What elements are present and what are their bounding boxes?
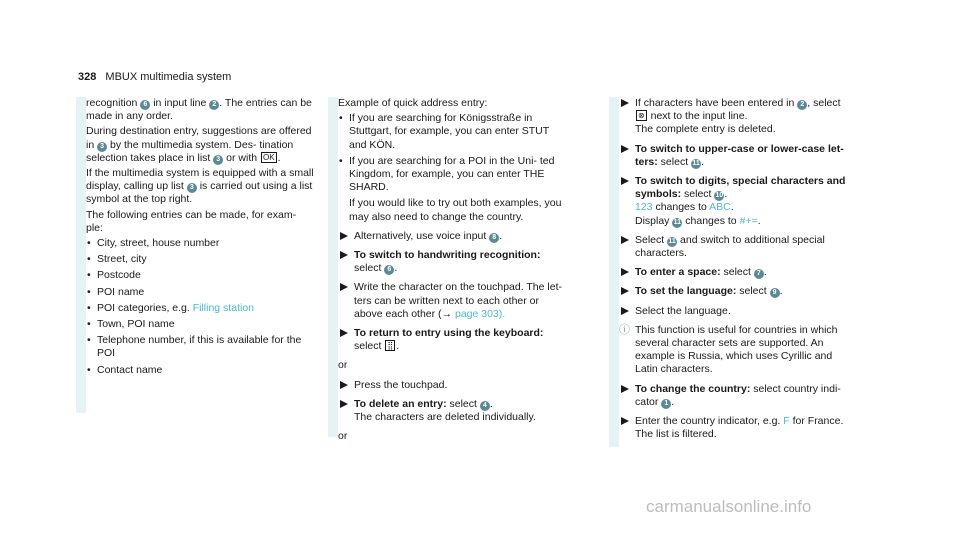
callout-number: 2: [209, 100, 219, 110]
arrow-icon: [621, 287, 629, 295]
column-3: [619, 97, 847, 445]
list-item: • Contact name: [86, 364, 314, 377]
paragraph: recognition 6 in input line 2 . The entries can be made in any order.: [86, 97, 312, 123]
column-2: [338, 97, 566, 445]
keyboard-icon: ⣿: [387, 341, 394, 351]
page-number: 328: [78, 71, 97, 83]
callout-number: 1: [661, 399, 671, 409]
step: To switch to handwriting recognition: select 6 .: [338, 249, 566, 275]
arrow-icon: [340, 400, 348, 408]
arrow-icon: [621, 417, 629, 425]
page-link[interactable]: page 303).: [452, 307, 506, 320]
arrow-icon: [621, 177, 629, 185]
arrow-icon: [621, 145, 629, 153]
column-2-bar: [328, 97, 338, 437]
column-1: [86, 97, 314, 380]
step: Press the touchpad.: [338, 379, 566, 392]
ok-key-icon: OK: [263, 152, 275, 162]
step: To switch to upper-case or lower-case let- ters: select 11.: [619, 143, 847, 169]
list-item: • Postcode: [86, 269, 314, 282]
arrow-icon: [340, 251, 348, 259]
arrow-icon: [340, 232, 348, 240]
arrow-icon: [621, 385, 629, 393]
step: If characters have been entered in 2 , select ⊗ next to the input line. The complete entry is deleted.: [619, 97, 847, 137]
info-icon: ⓘ: [619, 323, 630, 336]
list-item: • POI categories, e.g. Filling station: [86, 302, 314, 315]
callout-number: 9: [770, 288, 780, 298]
paragraph: If the multimedia system is equipped with a small display, calling up list 3 is carried out using a list symbol at the top right.: [86, 167, 314, 206]
arrow-icon: [621, 307, 629, 315]
step: Select 11 and switch to additional special characters.: [619, 234, 847, 260]
step: Select the language.: [619, 305, 847, 318]
note: ⓘ This function is useful for countries in which several character sets are supported. An example is Russia, which uses Cyrillic and Latin characters.: [619, 323, 838, 376]
delete-icon: ⊗: [638, 111, 645, 121]
step: To enter a space: select 7 .: [619, 266, 847, 279]
list-item: • Town, POI name: [86, 318, 314, 331]
callout-number: 3: [213, 155, 223, 165]
list-item: • POI name: [86, 286, 314, 299]
callout-number: 2: [797, 100, 807, 110]
step: Write the character on the touchpad. The let- ters can be written next to each other or above each other (→ page 303).: [338, 281, 566, 321]
paragraph: Example of quick address entry:: [338, 97, 488, 109]
list-item: • City, street, house number: [86, 237, 314, 250]
or-text: or: [338, 359, 348, 372]
arrow-icon: [621, 99, 629, 107]
step: Enter the country indicator, e.g. F for France. The list is filtered.: [619, 415, 847, 441]
paragraph: During destination entry, suggestions are offered in 3 by the multimedia system. Des- tination selection takes place in list 3 or with OK .: [86, 125, 312, 164]
callout-number: 3: [187, 183, 197, 193]
callout-number: 11: [692, 159, 700, 167]
callout-number: 4: [480, 401, 490, 411]
list-item: • Street, city: [86, 253, 314, 266]
arrow-icon: [340, 329, 348, 337]
page-header: [78, 71, 231, 84]
section-title: MBUX multimedia system: [105, 71, 232, 83]
callout-number: 7: [754, 269, 764, 279]
column-1-bar: [76, 97, 86, 413]
list-item: • If you are searching for Königsstraße in Stuttgart, for example, you can enter STUT and KÖN.: [338, 112, 566, 152]
paragraph: The following entries can be made, for exam- ple:: [86, 208, 297, 234]
callout-number: 3: [97, 142, 107, 152]
step: To return to entry using the keyboard: select ⣿ .: [338, 327, 566, 353]
list-item: • If you are searching for a POI in the Uni- ted Kingdom, for example, you can enter THE SHARD.: [338, 155, 566, 195]
callout-number: 10: [715, 192, 724, 200]
step: Alternatively, use voice input 8 .: [338, 230, 566, 243]
or-text: or: [338, 430, 348, 443]
arrow-icon: [340, 381, 348, 389]
column-3-bar: [609, 97, 619, 447]
callout-number: 11: [668, 237, 676, 245]
callout-number: 6: [140, 100, 150, 110]
callout-number: 11: [673, 218, 682, 226]
arrow-icon: [340, 283, 348, 291]
filling-station-link[interactable]: Filling station: [192, 301, 254, 314]
arrow-icon: [621, 236, 629, 244]
step: To delete an entry: select 4 . The characters are deleted individually.: [338, 398, 566, 424]
callout-number: 6: [384, 265, 394, 275]
step: To switch to digits, special characters and symbols: select 10. 123 changes to ABC. Display 11 changes to #+=.: [619, 175, 847, 228]
watermark: carmanualsonline.info: [646, 497, 812, 516]
arrow-icon: [621, 268, 629, 276]
step: To change the country: select country indi- cator 1 .: [619, 383, 847, 409]
step: To set the language: select 9 .: [619, 285, 847, 298]
callout-number: 8: [489, 233, 499, 243]
list-item: • Telephone number, if this is available for the POI: [86, 334, 314, 360]
paragraph: If you would like to try out both examples, you may also need to change the country.: [349, 197, 562, 223]
